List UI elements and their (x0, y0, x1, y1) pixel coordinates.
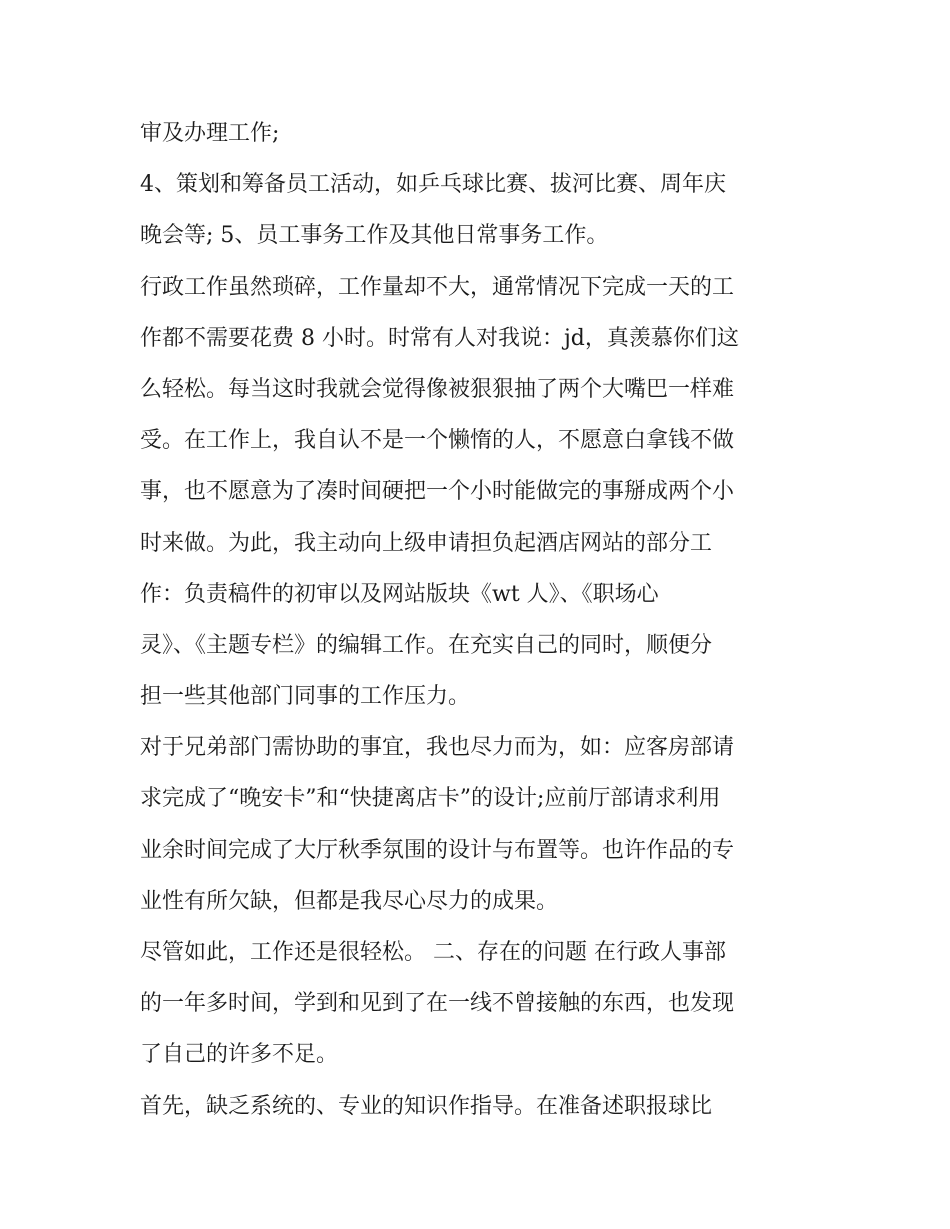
text-line: 担一些其他部门同事的工作压力。 (140, 684, 471, 710)
text-line: 了自己的许多不足。 (140, 1042, 339, 1068)
text-line: 行政工作虽然琐碎，工作量却不大，通常情况下完成一天的工 (140, 274, 735, 300)
document-body (140, 108, 820, 1132)
text-line: 对于兄弟部门需协助的事宜，我也尽力而为，如：应客房部请 (140, 735, 735, 761)
text-line: 业性有所欠缺，但都是我尽心尽力的成果。 (140, 888, 559, 914)
text-line: 么轻松。每当这时我就会觉得像被狠狠抽了两个大嘴巴一样难 (140, 376, 735, 402)
text-line: 首先，缺乏系统的、专业的知识作指导。在准备述职报球比 (140, 1093, 713, 1119)
text-line: 作都不需要花费 8 小时。时常有人对我说：jd，真羡慕你们这 (140, 325, 739, 351)
text-line: 求完成了“晚安卡”和“快捷离店卡”的设计;应前厅部请求利用 (140, 786, 721, 812)
text-line: 作：负责稿件的初审以及网站版块《wt 人》、《职场心 (140, 581, 659, 607)
text-line: 4、策划和筹备员工活动，如乒乓球比赛、拔河比赛、周年庆 (140, 172, 726, 198)
text-line: 事，也不愿意为了凑时间硬把一个小时能做完的事掰成两个小 (140, 479, 735, 505)
text-line: 审及办理工作; (140, 121, 280, 146)
text-line: 晚会等; 5、员工事务工作及其他日常事务工作。 (140, 223, 609, 249)
text-line: 灵》、《主题专栏》的编辑工作。在充实自己的同时，顺便分 (140, 632, 713, 658)
text-line: 受。在工作上，我自认不是一个懒惰的人，不愿意白拿钱不做 (140, 428, 735, 454)
text-line: 时来做。为此，我主动向上级申请担负起酒店网站的部分工 (140, 530, 713, 556)
text-line: 的一年多时间，学到和见到了在一线不曾接触的东西，也发现 (140, 991, 735, 1017)
text-line: 业余时间完成了大厅秋季氛围的设计与布置等。也许作品的专 (140, 837, 735, 863)
text-line: 尽管如此，工作还是很轻松。 二、存在的问题 在行政人事部 (140, 940, 726, 965)
